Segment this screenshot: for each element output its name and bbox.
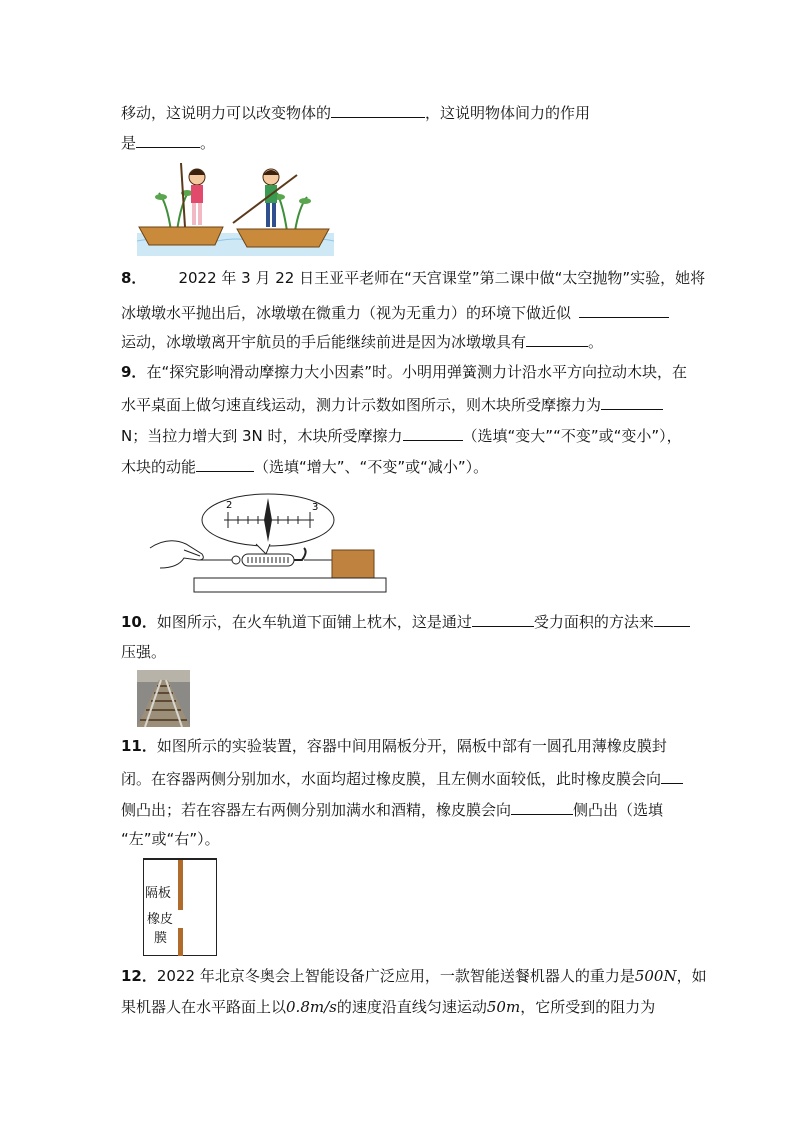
q8-line1: 8． 2022 年 3 月 22 日王亚平老师在“天宫课堂”第二课中做“太空抛物”实验，她将 — [121, 269, 706, 287]
answer-blank[interactable] — [331, 102, 425, 118]
partition-container-diagram — [143, 858, 217, 956]
q11-line2: 闭。在容器两侧分别加水，水面均超过橡皮膜，且左侧水面较低，此时橡皮膜会向 — [121, 768, 683, 789]
q9-line2: 水平桌面上做匀速直线运动，测力计示数如图所示，则木块所受摩擦力为 — [121, 394, 663, 415]
answer-blank[interactable] — [511, 799, 573, 815]
q12-line2: 果机器人在水平路面上以0.8m/s的速度沿直线匀速运动50m，它所受到的阻力为 — [121, 998, 656, 1016]
q12-line1: 12．2022 年北京冬奥会上智能设备广泛应用，一款智能送餐机器人的重力是500N，如 — [121, 967, 707, 985]
q10-line1: 10．如图所示，在火车轨道下面铺上枕木，这是通过 受力面积的方法来 — [121, 611, 690, 632]
label-membrane-1: 橡皮 — [147, 912, 174, 927]
q7-line1: 移动，这说明力可以改变物体的 ，这说明物体间力的作用 — [121, 104, 591, 122]
partition-upper — [178, 860, 183, 910]
answer-blank[interactable] — [661, 768, 683, 784]
q9-line4: 木块的动能 （选填“增大”、“不变”或“减小”）。 — [121, 458, 489, 476]
q7-line2: 是 。 — [121, 134, 216, 152]
gauge-left-number: 2 — [226, 500, 233, 511]
q8-line2: 冰墩墩水平抛出后，冰墩墩在微重力（视为无重力）的环境下做近似 — [121, 302, 669, 323]
answer-blank[interactable] — [403, 425, 463, 441]
answer-blank[interactable] — [472, 611, 534, 627]
answer-blank[interactable] — [526, 331, 588, 347]
boat-illustration — [137, 163, 334, 256]
label-membrane-2: 膜 — [154, 931, 168, 946]
q8-line3: 运动，冰墩墩离开宇航员的手后能继续前进是因为冰墩墩具有 。 — [121, 333, 604, 351]
q9-line3: N；当拉力增大到 3N 时，木块所受摩擦力 （选填“变大”“不变”或“变小”）， — [121, 427, 682, 445]
railway-track-photo — [137, 670, 190, 727]
q11-line4: “左”或“右”）。 — [121, 830, 220, 848]
label-partition: 隔板 — [145, 886, 172, 901]
spring-scale-diagram — [148, 490, 388, 594]
partition-lower — [178, 928, 183, 956]
q11-line3: 侧凸出；若在容器左右两侧分别加满水和酒精，橡皮膜会向 侧凸出（选填 — [121, 801, 664, 819]
q10-line2: 压强。 — [121, 643, 167, 661]
answer-blank[interactable] — [654, 611, 690, 627]
answer-blank[interactable] — [136, 132, 200, 148]
gauge-right-number: 3 — [312, 502, 319, 513]
q9-line1: 9．在“探究影响滑动摩擦力大小因素”时。小明用弹簧测力计沿水平方向拉动木块，在 — [121, 363, 687, 381]
answer-blank[interactable] — [579, 302, 669, 318]
answer-blank[interactable] — [601, 394, 663, 410]
q11-line1: 11．如图所示的实验装置，容器中间用隔板分开，隔板中部有一圆孔用薄橡皮膜封 — [121, 737, 667, 755]
answer-blank[interactable] — [196, 456, 254, 472]
